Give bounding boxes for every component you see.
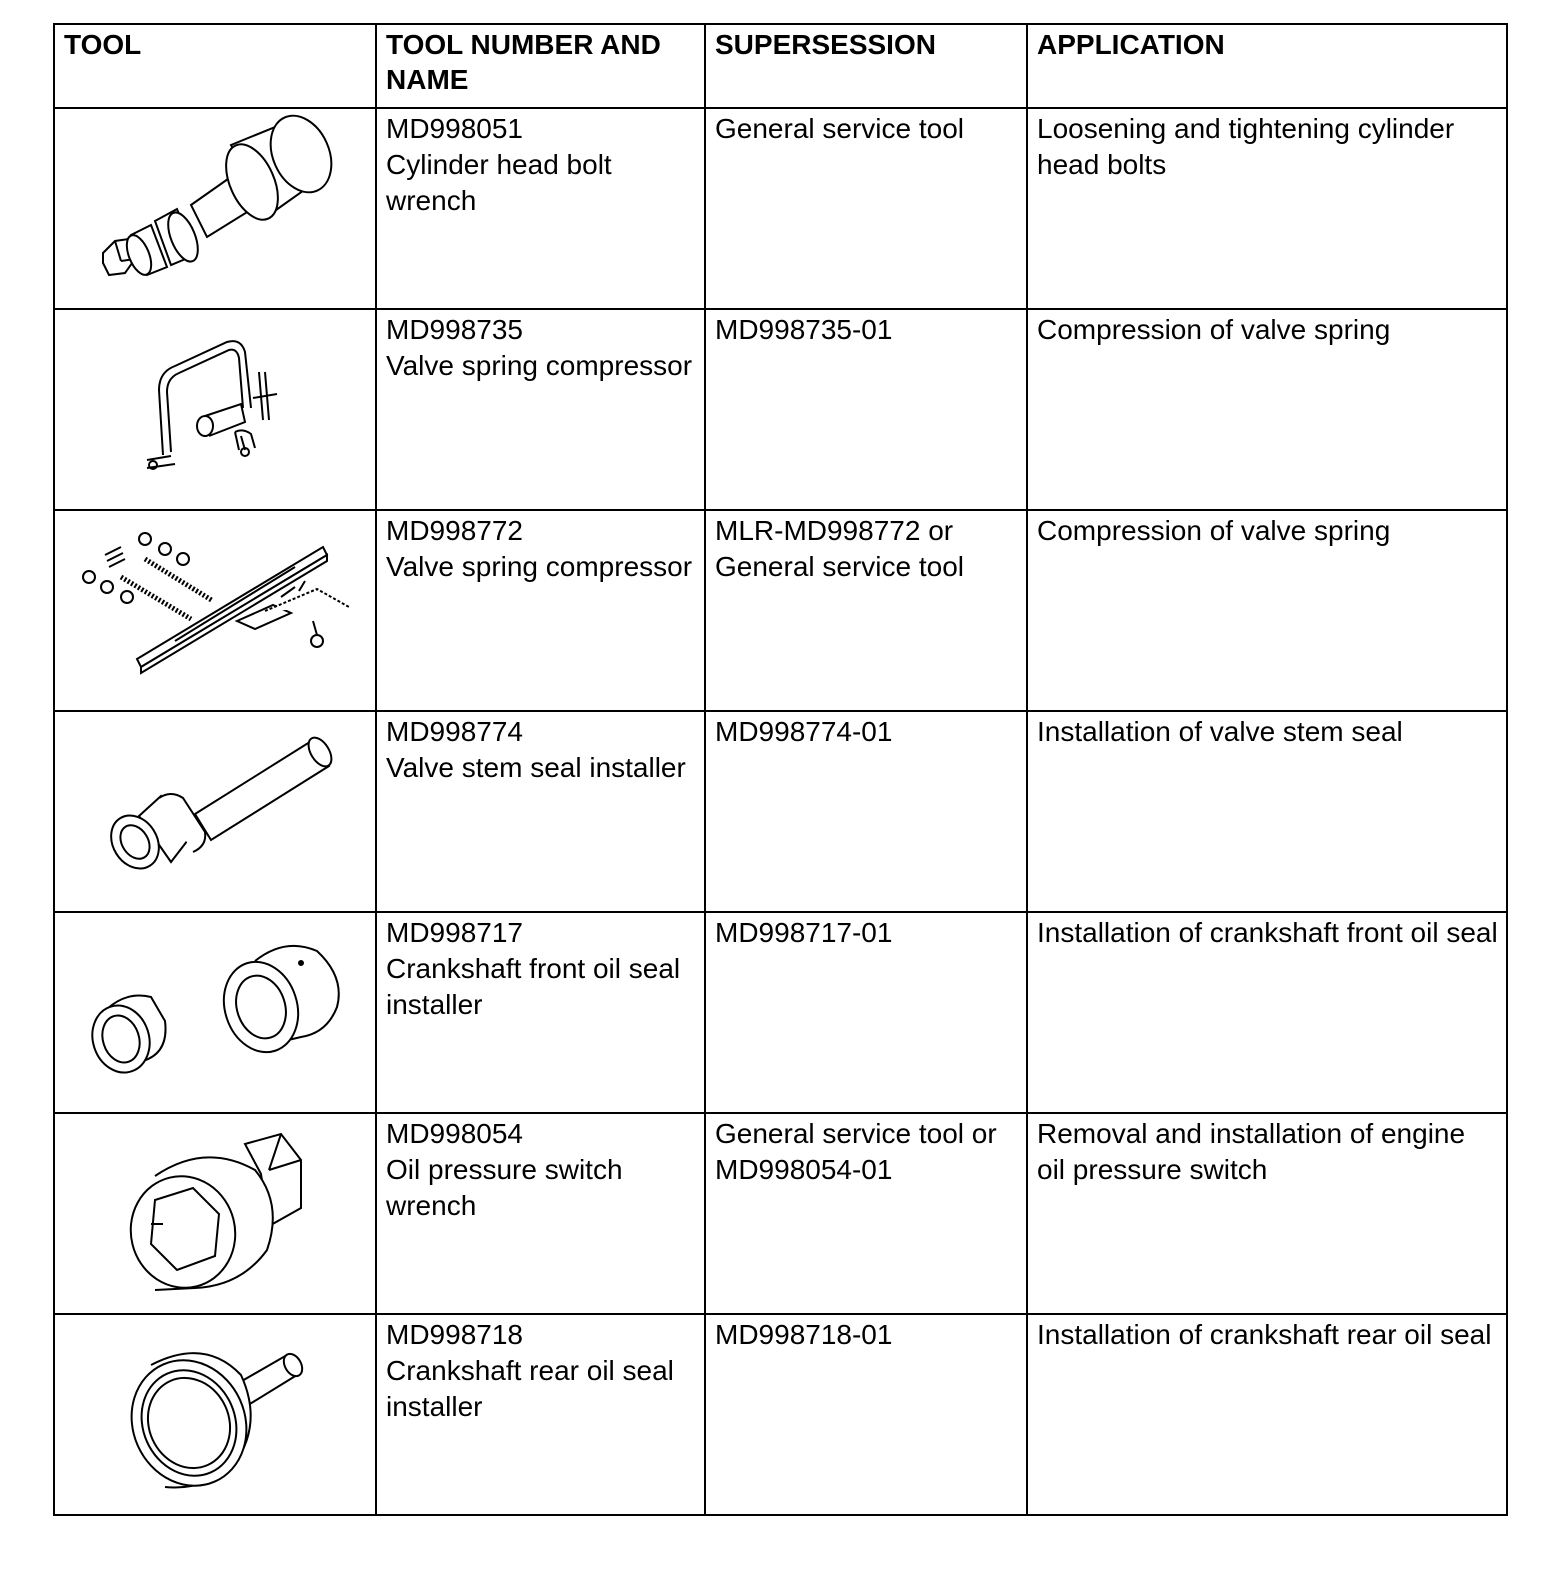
application-cell: Removal and installation of engine oil pressure switch bbox=[1027, 1113, 1507, 1314]
tool-number: MD998054 bbox=[386, 1118, 523, 1149]
crankshaft-rear-oil-seal-installer-icon bbox=[55, 1315, 375, 1514]
supersession-cell: MD998717-01 bbox=[705, 912, 1027, 1113]
tool-name: Valve stem seal installer bbox=[386, 752, 686, 783]
supersession-cell: MD998735-01 bbox=[705, 309, 1027, 510]
application-cell: Installation of crankshaft front oil seal bbox=[1027, 912, 1507, 1113]
valve-spring-compressor-clamp-icon bbox=[55, 310, 375, 509]
supersession-cell: General service tool or MD998054-01 bbox=[705, 1113, 1027, 1314]
crankshaft-front-oil-seal-installer-icon bbox=[55, 913, 375, 1112]
tool-number-name-cell bbox=[376, 309, 705, 510]
application-cell: Installation of valve stem seal bbox=[1027, 711, 1507, 912]
tool-number-name-cell bbox=[376, 510, 705, 711]
tool-image-cell bbox=[54, 309, 376, 510]
application-cell: Compression of valve spring bbox=[1027, 510, 1507, 711]
supersession-cell: General service tool bbox=[705, 108, 1027, 309]
cylinder-head-bolt-wrench-icon bbox=[55, 109, 375, 308]
valve-stem-seal-installer-icon bbox=[55, 712, 375, 911]
table-row bbox=[54, 309, 1507, 510]
tool-name: Valve spring compressor bbox=[386, 350, 693, 381]
header-row bbox=[54, 24, 1507, 108]
table-row bbox=[54, 1314, 1507, 1515]
tool-image-cell bbox=[54, 108, 376, 309]
application-cell: Loosening and tightening cylinder head bolts bbox=[1027, 108, 1507, 309]
tool-number-name-cell bbox=[376, 1113, 705, 1314]
tool-name: Cylinder head bolt wrench bbox=[386, 149, 620, 216]
tool-number-name-cell bbox=[376, 711, 705, 912]
tool-number: MD998051 bbox=[386, 113, 523, 144]
supersession-cell: MD998774-01 bbox=[705, 711, 1027, 912]
valve-spring-compressor-kit-icon bbox=[55, 511, 375, 710]
tool-number: MD998772 bbox=[386, 515, 523, 546]
header-application: APPLICATION bbox=[1027, 24, 1507, 108]
supersession-cell: MD998718-01 bbox=[705, 1314, 1027, 1515]
table-row bbox=[54, 510, 1507, 711]
tool-image-cell bbox=[54, 1314, 376, 1515]
header-tool-number-and-name: TOOL NUMBER AND NAME bbox=[376, 24, 705, 108]
tool-image-cell bbox=[54, 711, 376, 912]
application-cell: Compression of valve spring bbox=[1027, 309, 1507, 510]
tool-number: MD998735 bbox=[386, 314, 523, 345]
tool-number-name-cell bbox=[376, 912, 705, 1113]
tool-image-cell bbox=[54, 1113, 376, 1314]
tool-image-cell bbox=[54, 912, 376, 1113]
table-row bbox=[54, 1113, 1507, 1314]
table-row bbox=[54, 108, 1507, 309]
tool-number: MD998774 bbox=[386, 716, 523, 747]
tool-image-cell bbox=[54, 510, 376, 711]
tool-name: Oil pressure switch wrench bbox=[386, 1154, 631, 1221]
special-tools-table bbox=[53, 23, 1508, 1516]
table-row bbox=[54, 711, 1507, 912]
tool-number-name-cell bbox=[376, 1314, 705, 1515]
tool-number: MD998718 bbox=[386, 1319, 523, 1350]
tool-name: Crankshaft rear oil seal installer bbox=[386, 1355, 682, 1422]
tool-number-name-cell bbox=[376, 108, 705, 309]
tool-number: MD998717 bbox=[386, 917, 523, 948]
application-cell: Installation of crankshaft rear oil seal bbox=[1027, 1314, 1507, 1515]
oil-pressure-switch-wrench-icon bbox=[55, 1114, 375, 1313]
supersession-cell: MLR-MD998772 or General service tool bbox=[705, 510, 1027, 711]
header-supersession: SUPERSESSION bbox=[705, 24, 1027, 108]
table-row bbox=[54, 912, 1507, 1113]
tool-name: Valve spring compressor bbox=[386, 551, 693, 582]
header-tool: TOOL bbox=[54, 24, 376, 108]
tool-name: Crankshaft front oil seal installer bbox=[386, 953, 688, 1020]
